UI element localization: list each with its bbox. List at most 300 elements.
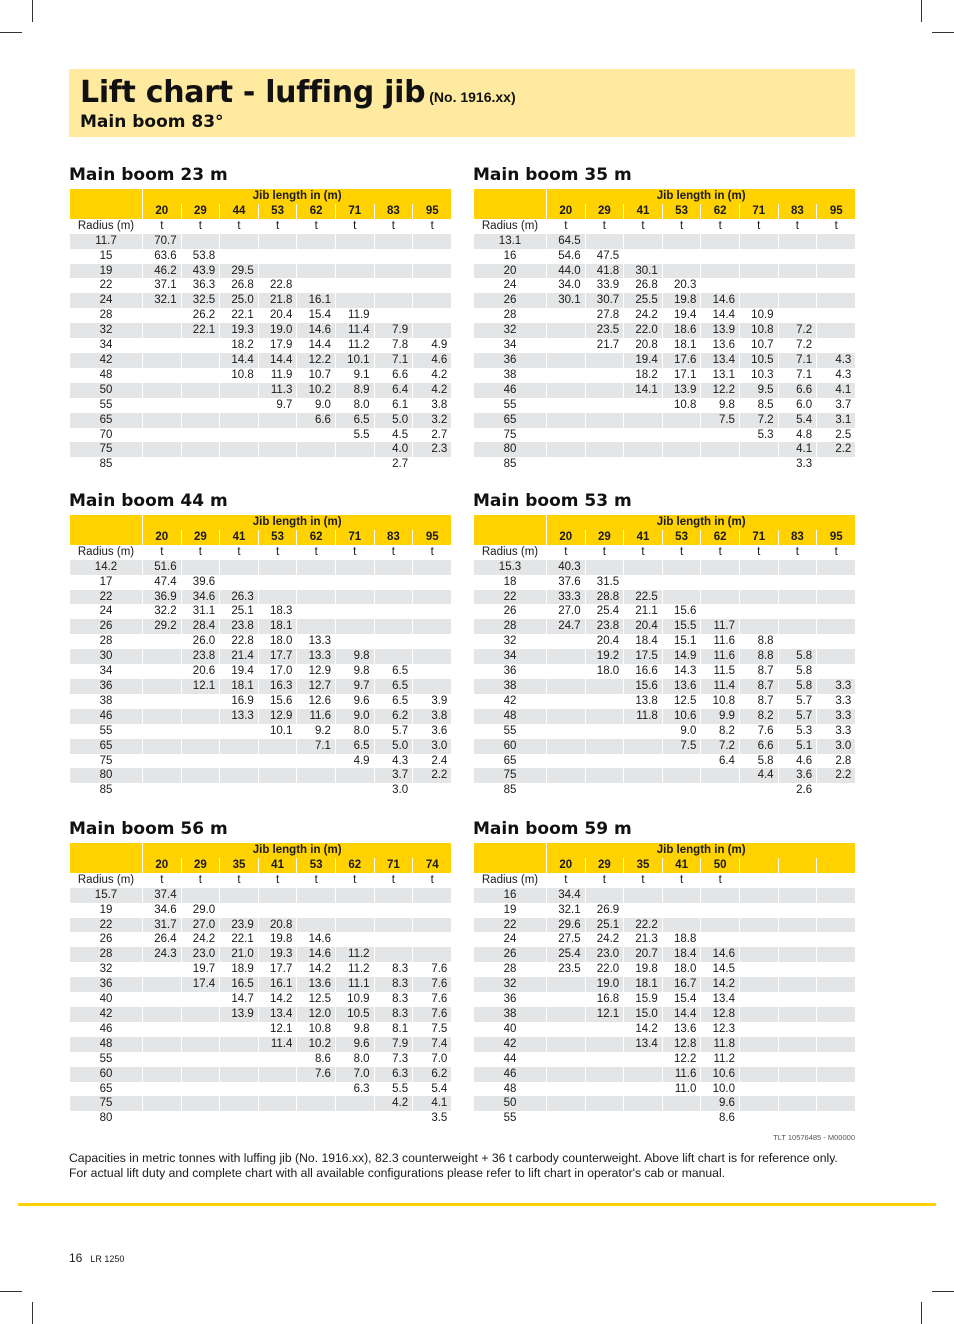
capacity-cell [220,1067,259,1082]
capacity-cell [547,694,586,709]
capacity-cell: 30.7 [585,293,624,308]
radius-cell: 26 [70,619,143,634]
crop-mark [0,1291,22,1292]
capacity-cell: 4.2 [374,1096,413,1111]
lift-table [473,515,855,798]
capacity-cell [701,442,740,457]
capacity-cell [662,457,701,472]
capacity-cell [143,383,182,398]
crop-mark [921,0,922,22]
unit-cell: t [258,545,297,560]
table-row [70,932,452,947]
capacity-cell [143,1111,182,1126]
capacity-cell: 12.6 [297,694,336,709]
capacity-cell: 10.5 [739,353,778,368]
capacity-cell: 15.6 [662,604,701,619]
capacity-cell: 13.1 [701,368,740,383]
capacity-cell [335,293,374,308]
table-row [70,1096,452,1111]
capacity-cell: 26.9 [585,903,624,918]
radius-cell: 80 [474,442,547,457]
table-row [70,724,452,739]
capacity-cell: 54.6 [547,249,586,264]
table-row [70,739,452,754]
capacity-cell: 11.3 [258,383,297,398]
table-row [474,264,856,279]
table-row [70,918,452,933]
capacity-cell [143,308,182,323]
capacity-cell [297,604,336,619]
radius-cell: 40 [70,992,143,1007]
jib-length-cell: 71 [739,530,778,545]
radius-cell: 24 [474,932,547,947]
capacity-cell [662,264,701,279]
radius-cell: 38 [474,1007,547,1022]
jib-length-cell: 62 [335,858,374,873]
capacity-cell [739,590,778,605]
capacity-cell: 8.0 [335,724,374,739]
capacity-cell: 10.8 [297,1022,336,1037]
capacity-cell: 28.4 [181,619,220,634]
radius-cell: 24 [474,278,547,293]
capacity-cell: 9.8 [335,649,374,664]
table-row [474,932,856,947]
header-blank [70,530,143,545]
capacity-cell: 7.6 [739,724,778,739]
table-row [474,783,856,798]
capacity-cell: 11.8 [624,709,663,724]
capacity-cell: 13.4 [624,1037,663,1052]
radius-cell: 19 [70,264,143,279]
table-row [70,368,452,383]
radius-cell: 65 [70,1082,143,1097]
jib-length-cell: 20 [143,858,182,873]
capacity-cell [547,634,586,649]
capacity-cell: 7.8 [374,338,413,353]
capacity-cell [701,590,740,605]
capacity-cell: 18.1 [220,679,259,694]
capacity-cell [181,888,220,903]
capacity-cell [374,888,413,903]
capacity-cell: 8.3 [374,977,413,992]
radius-cell: 42 [474,694,547,709]
table-row [474,428,856,443]
capacity-cell [701,457,740,472]
capacity-cell [778,1052,817,1067]
capacity-cell [624,398,663,413]
radius-cell: 42 [70,1007,143,1022]
capacity-cell: 18.3 [258,604,297,619]
units-row [474,545,856,560]
capacity-cell [547,442,586,457]
jib-values-row [70,530,452,545]
capacity-cell: 14.3 [662,664,701,679]
capacity-cell [701,428,740,443]
jib-length-cell: 71 [335,204,374,219]
radius-cell: 26 [474,293,547,308]
capacity-cell [374,932,413,947]
capacity-cell [585,768,624,783]
capacity-cell: 18.2 [624,368,663,383]
capacity-cell [374,604,413,619]
capacity-cell [585,353,624,368]
capacity-cell: 12.5 [297,992,336,1007]
capacity-cell [547,1022,586,1037]
capacity-cell: 30.1 [547,293,586,308]
capacity-cell: 25.1 [220,604,259,619]
capacity-cell [220,1052,259,1067]
capacity-cell [817,560,856,575]
capacity-cell: 20.7 [624,947,663,962]
units-row [474,219,856,234]
capacity-cell [701,918,740,933]
page-header [69,69,855,137]
radius-cell: 48 [70,1037,143,1052]
capacity-cell [778,278,817,293]
capacity-cell [413,932,452,947]
crop-mark [0,32,22,33]
table-row [474,1082,856,1097]
capacity-cell [662,575,701,590]
capacity-cell: 18.0 [585,664,624,679]
capacity-cell: 6.4 [701,754,740,769]
jib-length-cell: 44 [220,204,259,219]
radius-cell: 75 [70,1096,143,1111]
capacity-cell [778,962,817,977]
radius-cell: 11.7 [70,234,143,249]
capacity-cell: 2.2 [817,768,856,783]
lift-table [69,843,451,1126]
capacity-cell: 27.0 [547,604,586,619]
capacity-cell [374,234,413,249]
capacity-cell: 31.5 [585,575,624,590]
capacity-cell: 18.4 [624,634,663,649]
capacity-cell: 14.2 [297,962,336,977]
capacity-cell [181,442,220,457]
table-row [474,664,856,679]
capacity-cell [413,649,452,664]
lift-table-block [473,819,855,1126]
capacity-cell: 51.6 [143,560,182,575]
table-row [474,604,856,619]
jib-length-cell: 41 [258,858,297,873]
header-blank [474,515,547,530]
capacity-cell [297,918,336,933]
capacity-cell [220,724,259,739]
capacity-cell: 24.7 [547,619,586,634]
unit-cell: t [662,219,701,234]
capacity-cell: 5.8 [739,754,778,769]
capacity-cell: 10.8 [662,398,701,413]
capacity-cell: 11.9 [258,368,297,383]
capacity-cell: 37.6 [547,575,586,590]
capacity-cell [374,293,413,308]
table-row [70,903,452,918]
capacity-cell [739,619,778,634]
capacity-cell [374,634,413,649]
note-line-2: For actual lift duty and complete chart with all available configurations please refer to lift chart in operator's cab or manual. [69,1166,726,1180]
capacity-cell: 5.7 [778,709,817,724]
radius-cell: 60 [474,739,547,754]
capacity-cell [143,1022,182,1037]
capacity-cell [258,249,297,264]
capacity-cell [335,918,374,933]
capacity-cell: 10.7 [297,368,336,383]
capacity-cell [547,739,586,754]
capacity-cell [335,442,374,457]
capacity-cell: 9.0 [662,724,701,739]
capacity-cell: 5.0 [374,413,413,428]
capacity-cell: 8.6 [297,1052,336,1067]
radius-cell: 85 [70,457,143,472]
capacity-cell: 7.6 [413,1007,452,1022]
capacity-cell: 13.6 [297,977,336,992]
capacity-cell [413,888,452,903]
capacity-cell: 3.0 [374,783,413,798]
capacity-cell [258,903,297,918]
crop-mark [32,0,33,22]
jib-length-cell [817,858,856,873]
table-row [70,1052,452,1067]
capacity-cell: 19.3 [220,323,259,338]
unit-cell: t [258,219,297,234]
capacity-cell: 8.7 [739,679,778,694]
capacity-cell: 11.6 [701,634,740,649]
capacity-cell [817,1096,856,1111]
capacity-cell [547,664,586,679]
capacity-cell [739,1052,778,1067]
capacity-cell: 8.2 [739,709,778,724]
radius-cell: 40 [474,1022,547,1037]
unit-cell: t [624,545,663,560]
capacity-cell [778,249,817,264]
capacity-cell: 18.4 [662,947,701,962]
capacity-cell [335,1096,374,1111]
capacity-cell: 19.0 [258,323,297,338]
jib-length-cell: 71 [739,204,778,219]
capacity-cell [817,664,856,679]
capacity-cell: 23.5 [547,962,586,977]
capacity-cell [585,724,624,739]
capacity-cell: 37.1 [143,278,182,293]
capacity-cell: 18.2 [220,338,259,353]
jib-length-cell: 83 [778,530,817,545]
capacity-cell [220,888,259,903]
unit-cell: t [335,873,374,888]
capacity-cell: 13.4 [258,1007,297,1022]
capacity-cell: 7.6 [413,992,452,1007]
capacity-cell: 6.6 [297,413,336,428]
capacity-cell: 20.6 [181,664,220,679]
capacity-cell [662,560,701,575]
capacity-cell: 8.2 [701,724,740,739]
capacity-cell: 24.2 [181,932,220,947]
radius-cell: 80 [70,768,143,783]
capacity-cell: 6.2 [374,709,413,724]
radius-cell: 60 [70,1067,143,1082]
radius-cell: 17 [70,575,143,590]
capacity-cell: 6.0 [778,398,817,413]
capacity-cell [413,249,452,264]
capacity-cell [778,634,817,649]
table-row [474,888,856,903]
radius-cell: 85 [474,783,547,798]
jib-length-cell: 95 [817,204,856,219]
capacity-cell: 7.5 [413,1022,452,1037]
radius-cell: 42 [474,1037,547,1052]
capacity-cell: 7.9 [374,323,413,338]
capacity-cell: 29.5 [220,264,259,279]
header-blank [70,843,143,858]
radius-cell: 34 [70,664,143,679]
radius-label: Radius (m) [70,873,143,888]
capacity-cell: 12.2 [297,353,336,368]
capacity-cell: 12.1 [181,679,220,694]
unit-cell [778,873,817,888]
capacity-cell [143,1037,182,1052]
capacity-cell: 17.9 [258,338,297,353]
radius-cell: 26 [474,604,547,619]
capacity-cell: 10.1 [258,724,297,739]
capacity-cell [739,932,778,947]
capacity-cell: 4.9 [413,338,452,353]
capacity-cell [778,308,817,323]
capacity-cell: 4.3 [817,368,856,383]
jib-length-cell: 29 [585,204,624,219]
jib-length-cell: 35 [624,858,663,873]
capacity-cell [585,1096,624,1111]
jib-length-cell: 53 [258,530,297,545]
capacity-cell: 70.7 [143,234,182,249]
capacity-cell: 4.5 [374,428,413,443]
capacity-cell [220,1096,259,1111]
capacity-cell: 7.9 [374,1037,413,1052]
capacity-cell [547,977,586,992]
capacity-cell: 10.6 [701,1067,740,1082]
capacity-cell: 14.2 [258,992,297,1007]
capacity-cell [624,1082,663,1097]
radius-cell: 22 [474,918,547,933]
capacity-cell [143,664,182,679]
radius-cell: 36 [474,992,547,1007]
capacity-cell [739,977,778,992]
capacity-cell [143,442,182,457]
radius-cell: 32 [474,634,547,649]
table-row [474,694,856,709]
radius-cell: 38 [474,368,547,383]
capacity-cell [181,383,220,398]
capacity-cell [547,457,586,472]
capacity-cell: 3.8 [413,709,452,724]
capacity-cell: 14.4 [701,308,740,323]
jib-length-cell: 95 [413,530,452,545]
jib-length-cell: 29 [181,530,220,545]
capacity-cell: 16.1 [258,977,297,992]
capacity-cell [817,783,856,798]
radius-cell: 13.1 [474,234,547,249]
capacity-cell: 28.8 [585,590,624,605]
capacity-cell: 10.8 [701,694,740,709]
table-row [70,338,452,353]
radius-cell: 26 [70,932,143,947]
capacity-cell [220,768,259,783]
capacity-cell [585,783,624,798]
jib-length-label: Jib length in (m) [143,843,452,858]
capacity-cell [739,1067,778,1082]
capacity-cell [817,1007,856,1022]
radius-cell: 28 [70,634,143,649]
capacity-cell [585,383,624,398]
table-row [70,293,452,308]
capacity-cell [258,264,297,279]
radius-cell: 26 [474,947,547,962]
capacity-cell: 21.7 [585,338,624,353]
unit-cell: t [374,545,413,560]
capacity-cell [297,783,336,798]
capacity-cell: 12.7 [297,679,336,694]
capacity-cell: 6.6 [739,739,778,754]
table-row [70,383,452,398]
capacity-cell [739,992,778,1007]
capacity-cell [258,888,297,903]
capacity-cell: 18.8 [662,932,701,947]
unit-cell: t [220,219,259,234]
radius-cell: 38 [70,694,143,709]
radius-cell: 15 [70,249,143,264]
capacity-cell [297,575,336,590]
capacity-cell: 8.9 [335,383,374,398]
table-row [70,249,452,264]
capacity-cell [374,619,413,634]
table-row [70,413,452,428]
capacity-cell [258,442,297,457]
capacity-cell: 36.3 [181,278,220,293]
capacity-cell [662,428,701,443]
capacity-cell: 6.6 [374,368,413,383]
capacity-cell [739,903,778,918]
capacity-cell: 14.4 [258,353,297,368]
capacity-cell [413,308,452,323]
capacity-cell: 34.6 [181,590,220,605]
capacity-cell [297,590,336,605]
radius-cell: 65 [70,739,143,754]
capacity-cell [547,338,586,353]
capacity-cell: 11.2 [701,1052,740,1067]
capacity-cell: 12.3 [701,1022,740,1037]
capacity-cell [778,1007,817,1022]
radius-cell: 28 [474,962,547,977]
capacity-cell [739,560,778,575]
capacity-cell: 5.3 [778,724,817,739]
unit-cell: t [817,219,856,234]
capacity-cell [143,1007,182,1022]
capacity-cell [547,353,586,368]
capacity-cell: 23.8 [585,619,624,634]
capacity-cell [143,398,182,413]
radius-cell: 34 [474,338,547,353]
capacity-cell: 11.2 [335,947,374,962]
capacity-cell: 8.1 [374,1022,413,1037]
jib-length-cell: 53 [258,204,297,219]
table-row [70,1007,452,1022]
capacity-cell: 11.4 [258,1037,297,1052]
capacity-cell: 3.3 [817,709,856,724]
page-number: 16 [69,1251,83,1265]
jib-length-cell: 83 [778,204,817,219]
capacity-cell: 3.0 [817,739,856,754]
radius-cell: 75 [474,428,547,443]
capacity-cell: 47.5 [585,249,624,264]
